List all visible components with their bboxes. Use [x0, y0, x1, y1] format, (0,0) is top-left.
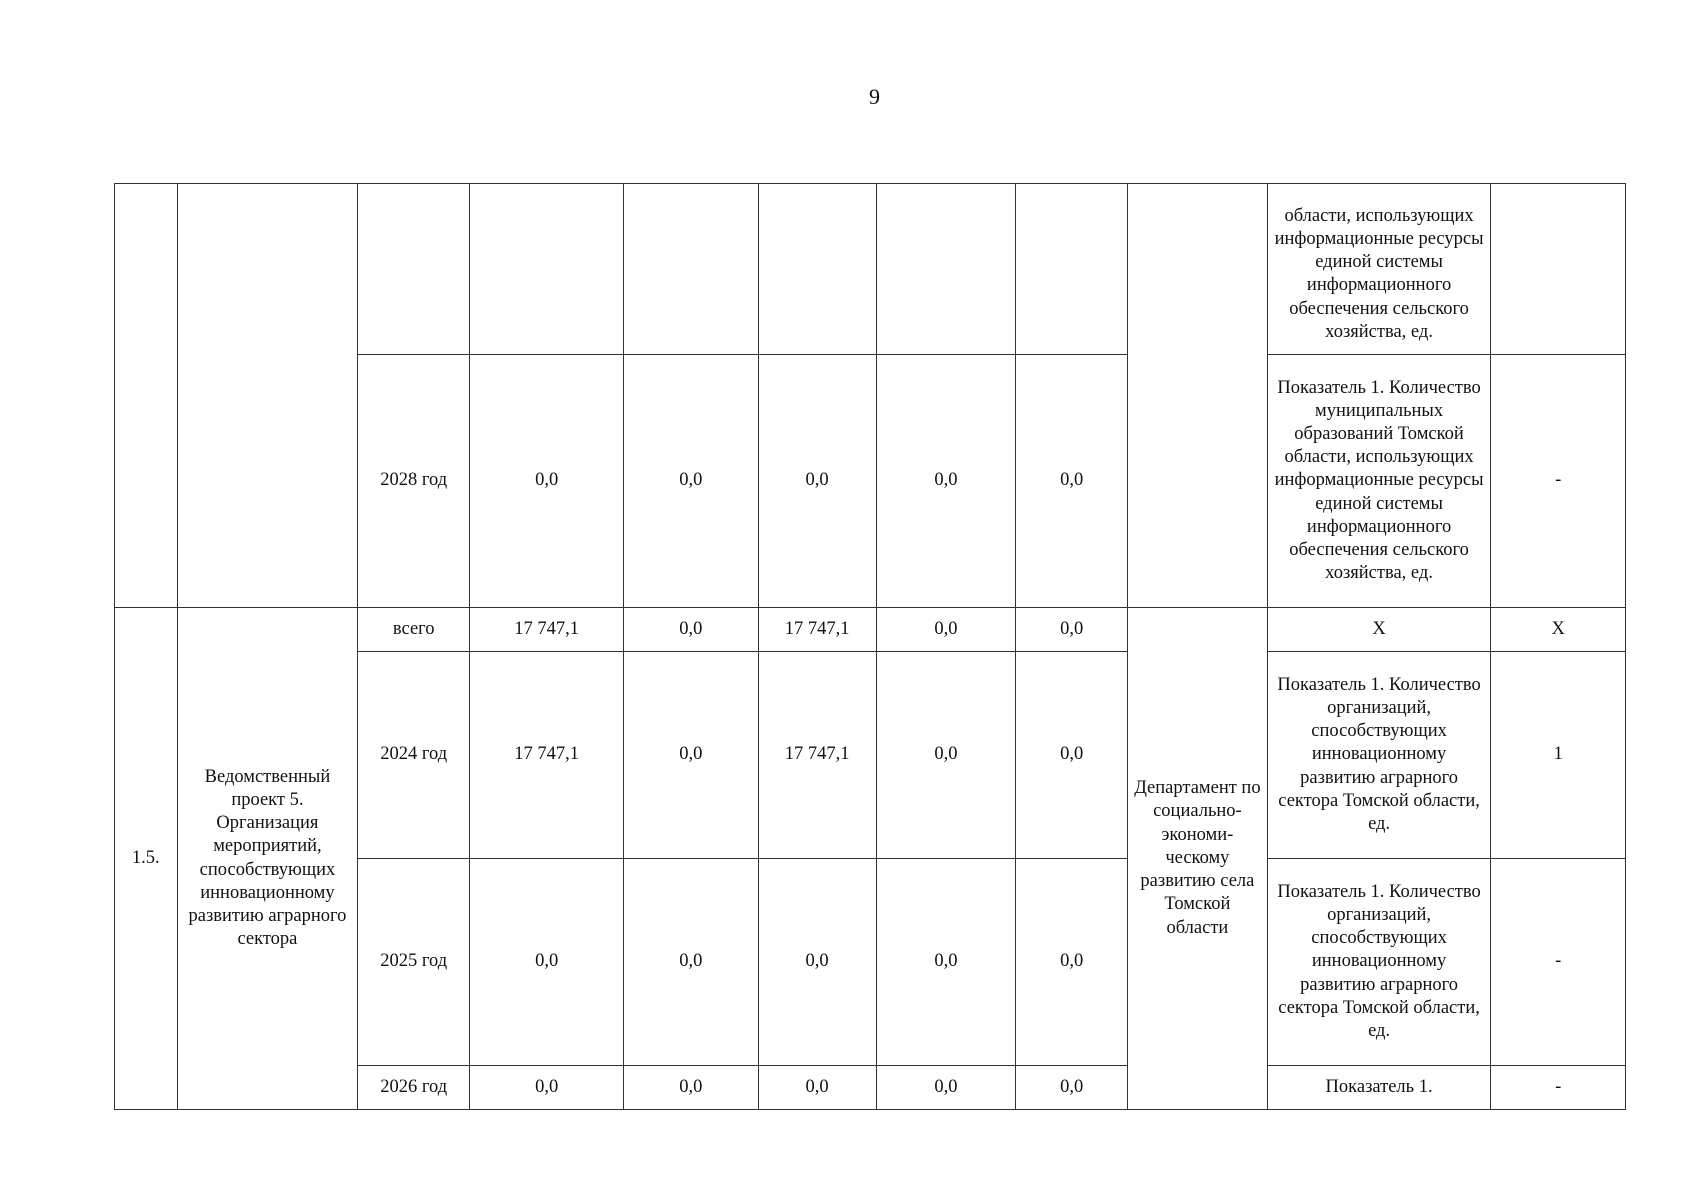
value-cell: 0,0: [1016, 1066, 1128, 1110]
year-cell: 2026 год: [358, 1066, 470, 1110]
row-number-cell: [115, 184, 178, 608]
value-cell: 0,0: [1016, 652, 1128, 859]
value-cell: 0,0: [624, 355, 758, 608]
value-cell: [470, 184, 624, 355]
value-cell: 0,0: [876, 608, 1016, 652]
value-cell: 0,0: [876, 859, 1016, 1066]
indicator-value-cell: -: [1491, 1066, 1626, 1110]
indicator-value-cell: -: [1491, 859, 1626, 1066]
value-cell: 0,0: [876, 355, 1016, 608]
value-cell: [624, 184, 758, 355]
value-cell: 0,0: [758, 355, 876, 608]
project-name-cell: Ведомственный проект 5. Организация мероприятий, способствующих инновационному развитию аграрного сектора: [177, 608, 358, 1110]
table-row: [115, 184, 1626, 355]
value-cell: 0,0: [1016, 608, 1128, 652]
indicator-cell: Показатель 1.: [1267, 1066, 1491, 1110]
indicator-cell: Показатель 1. Количество муниципальных образований Томской области, использующих информационные ресурсы единой системы информационного обеспечения сельского хозяйства, ед.: [1267, 355, 1491, 608]
value-cell: 0,0: [1016, 859, 1128, 1066]
indicator-value-cell: X: [1491, 608, 1626, 652]
year-cell: 2028 год: [358, 355, 470, 608]
value-cell: 0,0: [758, 1066, 876, 1110]
indicator-value-cell: [1491, 184, 1626, 355]
value-cell: 0,0: [876, 652, 1016, 859]
year-cell: 2025 год: [358, 859, 470, 1066]
value-cell: [758, 184, 876, 355]
value-cell: 0,0: [1016, 355, 1128, 608]
value-cell: 17 747,1: [470, 652, 624, 859]
value-cell: 0,0: [876, 1066, 1016, 1110]
indicator-value-cell: 1: [1491, 652, 1626, 859]
indicator-cell: Показатель 1. Количество организаций, способствующих инновационному развитию аграрного сектора Томской области, ед.: [1267, 859, 1491, 1066]
year-cell: 2024 год: [358, 652, 470, 859]
page-number: 9: [869, 84, 880, 109]
value-cell: 0,0: [624, 859, 758, 1066]
year-cell: всего: [358, 608, 470, 652]
value-cell: 17 747,1: [758, 652, 876, 859]
year-cell: [358, 184, 470, 355]
indicator-cell: области, использующих информационные ресурсы единой системы информационного обеспечения сельского хозяйства, ед.: [1267, 184, 1491, 355]
indicator-value-cell: -: [1491, 355, 1626, 608]
table-row: [115, 608, 1626, 652]
value-cell: 0,0: [470, 1066, 624, 1110]
value-cell: 17 747,1: [758, 608, 876, 652]
value-cell: [1016, 184, 1128, 355]
value-cell: 0,0: [758, 859, 876, 1066]
value-cell: 0,0: [624, 1066, 758, 1110]
value-cell: [876, 184, 1016, 355]
indicator-cell: Показатель 1. Количество организаций, способствующих инновационному развитию аграрного сектора Томской области, ед.: [1267, 652, 1491, 859]
value-cell: 0,0: [470, 859, 624, 1066]
project-name-cell: [177, 184, 358, 608]
value-cell: 0,0: [470, 355, 624, 608]
program-table: [114, 183, 1626, 1110]
department-cell: [1128, 184, 1268, 608]
department-cell: Департамент по социально-экономи-ческому развитию села Томской области: [1128, 608, 1268, 1110]
value-cell: 0,0: [624, 652, 758, 859]
value-cell: 17 747,1: [470, 608, 624, 652]
row-number-cell: 1.5.: [115, 608, 178, 1110]
indicator-cell: X: [1267, 608, 1491, 652]
value-cell: 0,0: [624, 608, 758, 652]
